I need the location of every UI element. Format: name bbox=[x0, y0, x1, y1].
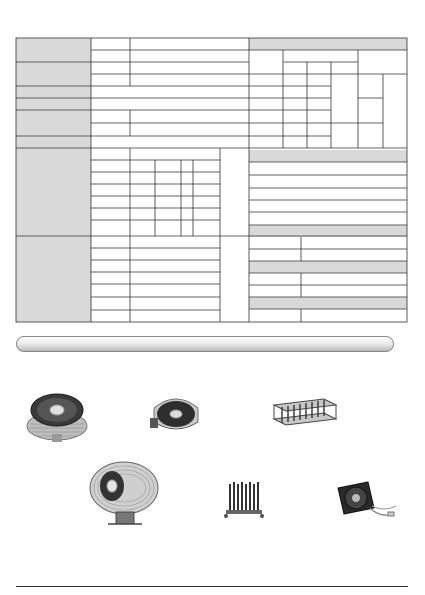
bottom-rule bbox=[16, 586, 408, 587]
header-strip bbox=[249, 225, 407, 237]
product-pin-heatsink bbox=[222, 478, 266, 522]
section-banner bbox=[16, 336, 394, 352]
label-cell bbox=[16, 136, 91, 148]
product-tower-cooler bbox=[86, 458, 162, 530]
header-strip bbox=[249, 297, 407, 309]
product-case-fan bbox=[334, 478, 398, 526]
label-cell bbox=[16, 236, 91, 322]
header-strip bbox=[249, 150, 407, 162]
label-cell bbox=[16, 98, 91, 110]
product-fan-cooler bbox=[146, 388, 206, 438]
header-strip bbox=[249, 38, 407, 50]
label-cell bbox=[16, 110, 91, 136]
label-cell bbox=[16, 148, 91, 236]
label-cell bbox=[16, 62, 91, 86]
label-cell bbox=[16, 86, 91, 98]
product-round-cooler bbox=[22, 386, 92, 446]
label-cell bbox=[16, 38, 91, 62]
header-strip bbox=[249, 261, 407, 273]
product-heatsink-bracket bbox=[270, 395, 340, 435]
